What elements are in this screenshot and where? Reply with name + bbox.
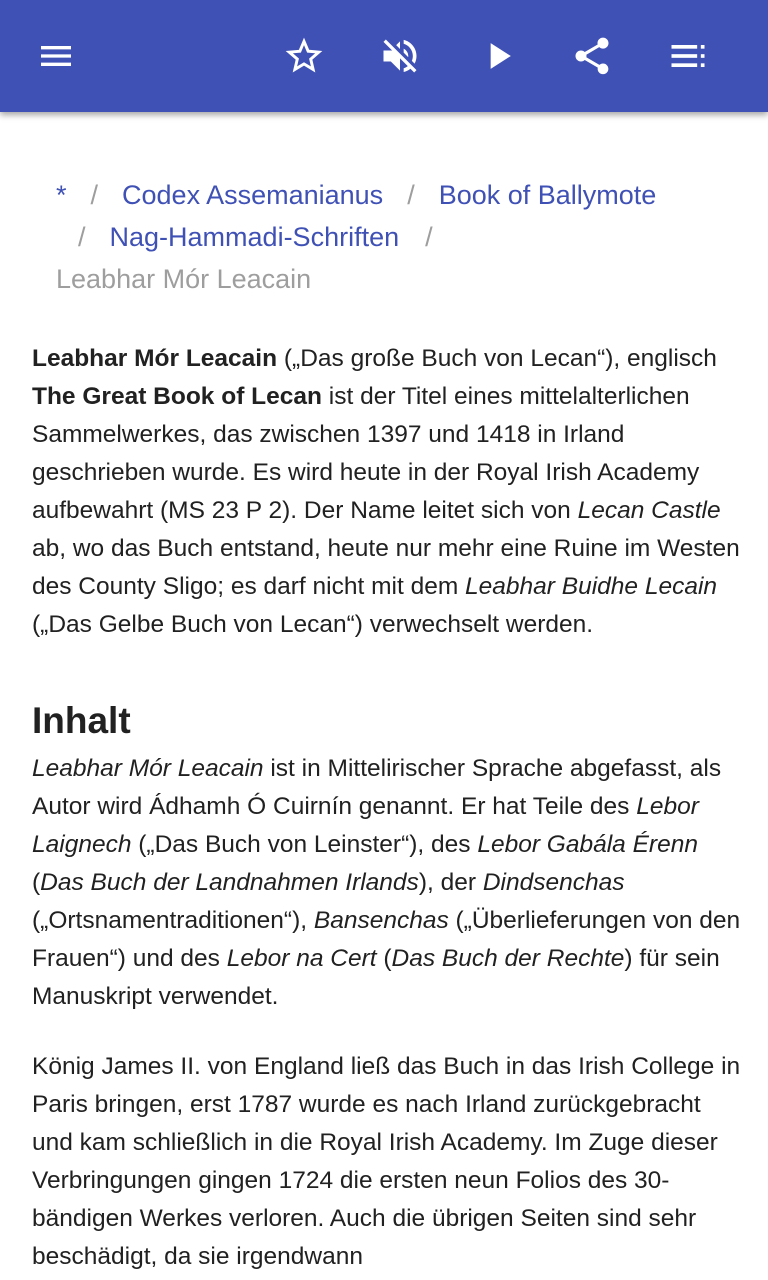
breadcrumb-line xyxy=(32,258,732,300)
italic-term: Lebor na Cert xyxy=(226,945,377,972)
play-button[interactable] xyxy=(466,24,530,88)
italic-term: Lecan Castle xyxy=(577,497,721,524)
breadcrumb-separator: / xyxy=(78,222,86,252)
breadcrumb-current-page: Leabhar Mór Leacain xyxy=(56,264,312,294)
section-heading: Inhalt xyxy=(32,700,131,741)
breadcrumb xyxy=(32,174,732,300)
breadcrumb-line xyxy=(32,216,732,258)
article-body xyxy=(32,340,742,1276)
top-app-bar xyxy=(0,0,768,112)
text-run: („Überlieferungen von den Frauen“) und des xyxy=(32,907,741,972)
text-run: ( xyxy=(32,869,41,896)
breadcrumb-link-nag-hammadi-schriften[interactable]: Nag-Hammadi-Schriften xyxy=(109,222,400,252)
text-run: ( xyxy=(376,945,392,972)
italic-term: Das Buch der Rechte xyxy=(391,945,625,972)
breadcrumb-separator: / xyxy=(407,180,415,210)
article-scroll-view[interactable] xyxy=(0,112,768,1280)
share-icon xyxy=(570,34,614,78)
article-paragraph xyxy=(32,750,742,1016)
text-run: ist in Mittelirischer Sprache abgefasst, als Autor wird Ádhamh Ó Cuirnín genannt. Er hat Teile des xyxy=(32,755,722,820)
menu-button[interactable] xyxy=(24,24,88,88)
breadcrumb-separator: / xyxy=(425,222,433,252)
italic-term: Das Buch der Landnahmen Irlands xyxy=(40,869,419,896)
text-run: ) für sein Manuskript verwendet. xyxy=(32,945,720,1010)
breadcrumb-root-link[interactable]: * xyxy=(56,180,67,210)
article-title-term: Leabhar Mór Leacain xyxy=(32,345,278,372)
article-paragraph xyxy=(32,340,742,644)
breadcrumb-link-codex-assemanianus[interactable]: Codex Assemanianus xyxy=(122,180,384,210)
mute-button[interactable] xyxy=(368,24,432,88)
breadcrumb-separator: / xyxy=(90,180,99,210)
text-run: ), der xyxy=(418,869,483,896)
italic-term: Leabhar Buidhe Lecain xyxy=(465,573,718,600)
italic-term: Leabhar Mór Leacain xyxy=(32,755,264,782)
contents-button[interactable] xyxy=(656,24,720,88)
text-run: („Das Gelbe Buch von Lecan“) verwechselt werden. xyxy=(32,611,594,638)
breadcrumb-line xyxy=(32,174,732,216)
italic-term: Bansenchas xyxy=(313,907,449,934)
star-outline-icon xyxy=(282,34,326,78)
breadcrumb-link-book-of-ballymote[interactable]: Book of Ballymote xyxy=(438,180,657,210)
text-run: („Das Buch von Leinster“), des xyxy=(131,831,478,858)
italic-term: Lebor Laignech xyxy=(32,793,699,858)
italic-term: Dindsenchas xyxy=(482,869,625,896)
text-run: („Ortsnamentraditionen“), xyxy=(32,907,314,934)
text-run: („Das große Buch von Lecan“), englisch xyxy=(277,345,717,372)
bookmark-button[interactable] xyxy=(272,24,336,88)
share-button[interactable] xyxy=(560,24,624,88)
english-title-term: The Great Book of Lecan xyxy=(32,383,322,410)
text-run: ab, wo das Buch entstand, heute nur mehr eine Ruine im Westen des County Sligo; es darf nicht mit dem xyxy=(32,535,740,600)
text-run: ist der Titel eines mittelalterlichen Sammelwerkes, das zwischen 1397 und 1418 in Irland geschrieben wurde. Es wird heute in der Royal Irish Academy aufbewahrt (MS 23 P 2). Der Name leitet sich von xyxy=(32,383,700,524)
volume-off-icon xyxy=(378,34,422,78)
italic-term: Lebor Gabála Érenn xyxy=(477,831,698,858)
play-icon xyxy=(476,34,520,78)
hamburger-menu-icon xyxy=(36,36,76,76)
article-paragraph: König James II. von England ließ das Buch in das Irish College in Paris bringen, erst 1787 wurde es nach Irland zurückgebracht und kam schließlich in die Royal Irish Academy. Im Zuge dieser Verbringungen gingen 1724 die ersten neun Folios des 30-bändigen Werkes verloren. Auch die übrigen Seiten sind sehr beschädigt, da sie irgendwann xyxy=(32,1053,741,1270)
playlist-icon xyxy=(666,34,710,78)
